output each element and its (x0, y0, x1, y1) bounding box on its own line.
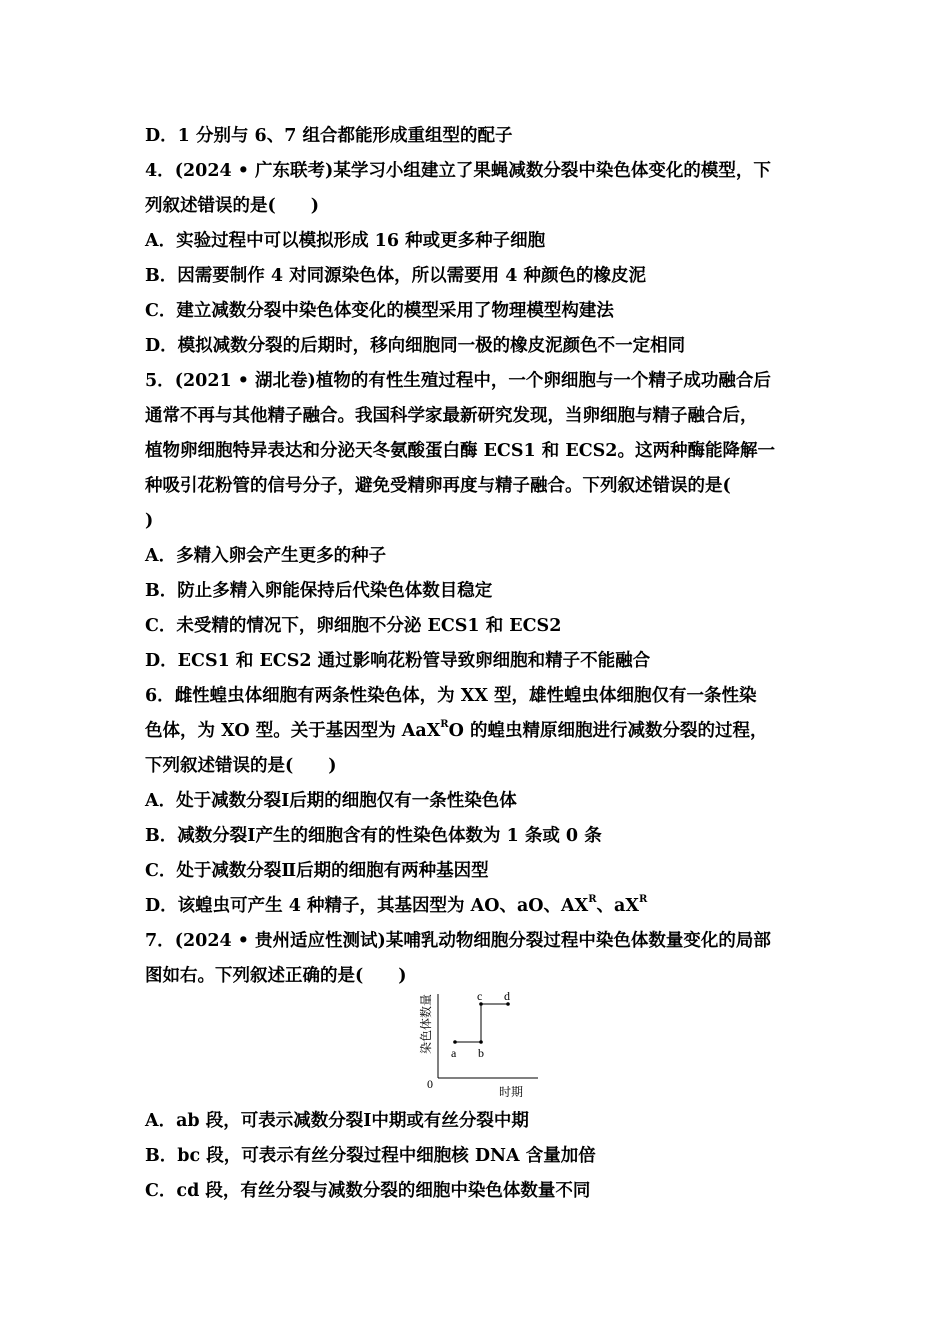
q5-stem-line5: ) (145, 511, 154, 531)
point-a (453, 1040, 457, 1044)
q5-option-c: C．未受精的情况下，卵细胞不分泌 ECS1 和 ECS2 (145, 616, 562, 636)
q6-option-d-sup1: R (588, 894, 597, 905)
q5-stem-line3: 植物卵细胞特异表达和分泌天冬氨酸蛋白酶 ECS1 和 ECS2。这两种酶能降解一 (145, 441, 775, 461)
origin-label: 0 (427, 1077, 433, 1091)
point-label-b: b (478, 1046, 484, 1060)
q4-option-a: A．实验过程中可以模拟形成 16 种或更多种子细胞 (145, 231, 546, 251)
q7-stem-line2: 图如右。下列叙述正确的是( ) (145, 966, 407, 986)
q6-stem-line2 (145, 719, 767, 743)
q6-option-a: A．处于减数分裂Ⅰ后期的细胞仅有一条性染色体 (145, 791, 517, 811)
q6-option-d-text: D．该蝗虫可产生 4 种精子，其基因型为 AO、aO、AX (145, 896, 589, 916)
chromosome-count-chart (405, 990, 545, 1102)
q6-stem-text2: 色体，为 XO 型。关于基因型为 AaX (145, 721, 441, 741)
x-axis-label: 时期 (499, 1085, 524, 1099)
q7-stem-text1: 某哺乳动物细胞分裂过程中染色体数量变化的局部 (385, 931, 771, 951)
q6-stem-line3: 下列叙述错误的是( ) (145, 756, 337, 776)
q4-number: 4． (145, 161, 175, 181)
point-label-c: c (477, 990, 483, 1003)
q6-stem-text1: 雌性蝗虫体细胞有两条性染色体，为 XX 型，雄性蝗虫体细胞仅有一条性染 (174, 686, 757, 706)
q6-stem-superscript: R (440, 719, 449, 730)
q7-stem-line1 (145, 929, 771, 953)
q5-stem-line1 (145, 369, 771, 393)
q6-stem-line1 (145, 684, 757, 708)
q5-stem-line2: 通常不再与其他精子融合。我国科学家最新研究发现，当卵细胞与精子融合后， (145, 406, 758, 426)
q4-option-b: B．因需要制作 4 对同源染色体，所以需要用 4 种颜色的橡皮泥 (145, 266, 647, 286)
point-label-d: d (504, 990, 510, 1003)
q4-stem-text1: 某学习小组建立了果蝇减数分裂中染色体变化的模型，下 (333, 161, 771, 181)
q5-stem-text1: 植物的有性生殖过程中，一个卵细胞与一个精子成功融合后 (315, 371, 771, 391)
q6-option-d-mid: 、aX (596, 896, 639, 916)
q4-stem-line1 (145, 159, 771, 183)
q6-option-b: B．减数分裂Ⅰ产生的细胞含有的性染色体数为 1 条或 0 条 (145, 826, 602, 846)
q6-option-d (145, 894, 647, 918)
q5-option-b: B．防止多精入卵能保持后代染色体数目稳定 (145, 581, 493, 601)
q4-option-c: C．建立减数分裂中染色体变化的模型采用了物理模型构建法 (145, 301, 614, 321)
q4-source: (2024 • 广东联考) (174, 161, 334, 181)
q7-option-b: B．bc 段，可表示有丝分裂过程中细胞核 DNA 含量加倍 (145, 1146, 596, 1166)
point-b (479, 1040, 483, 1044)
q6-option-d-sup2: R (638, 894, 648, 905)
chart-series (451, 990, 510, 1060)
q7-source: (2024 • 贵州适应性测试) (174, 931, 386, 951)
point-label-a: a (451, 1046, 457, 1060)
q6-option-c: C．处于减数分裂Ⅱ后期的细胞有两种基因型 (145, 861, 489, 881)
q5-number: 5． (145, 371, 175, 391)
q3-option-d: D．1 分别与 6、7 组合都能形成重组型的配子 (145, 126, 513, 146)
q7-number: 7． (145, 931, 175, 951)
y-axis-label: 染色体数量 (419, 993, 433, 1054)
q4-stem-line2: 列叙述错误的是( ) (145, 196, 320, 216)
q5-option-d: D．ECS1 和 ECS2 通过影响花粉管导致卵细胞和精子不能融合 (145, 651, 651, 671)
q6-stem-text2-tail: O 的蝗虫精原细胞进行减数分裂的过程， (448, 721, 768, 741)
q5-stem-line4: 种吸引花粉管的信号分子，避免受精卵再度与精子融合。下列叙述错误的是( (145, 476, 731, 496)
q6-number: 6． (145, 686, 175, 706)
q4-option-d: D．模拟减数分裂的后期时，移向细胞同一极的橡皮泥颜色不一定相同 (145, 336, 686, 356)
q5-source: (2021 • 湖北卷) (174, 371, 316, 391)
q7-option-c: C．cd 段，有丝分裂与减数分裂的细胞中染色体数量不同 (145, 1181, 591, 1201)
q5-option-a: A．多精入卵会产生更多的种子 (145, 546, 387, 566)
q7-option-a: A．ab 段，可表示减数分裂Ⅰ中期或有丝分裂中期 (145, 1111, 529, 1131)
